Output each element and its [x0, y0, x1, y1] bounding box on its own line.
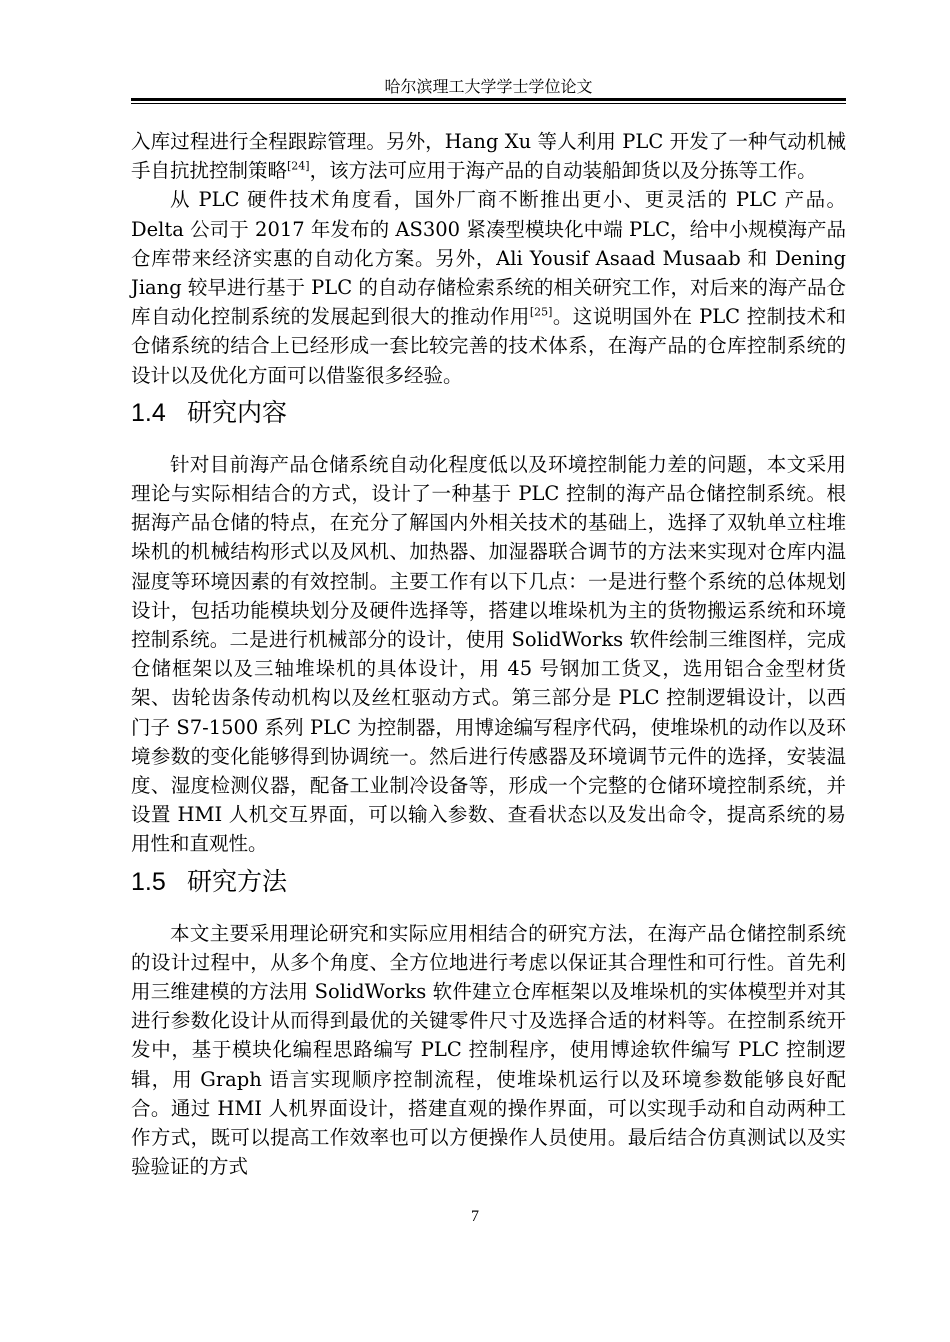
section-number: 1.5: [131, 867, 166, 896]
citation-ref: [25]: [529, 305, 553, 319]
section-heading-1-5: [131, 865, 846, 899]
header-rule-thin: [131, 103, 846, 104]
section-heading-1-4: [131, 396, 846, 430]
paragraph-text: 从 PLC 硬件技术角度看，国外厂商不断推出更小、更灵活的 PLC 产品。Delta 公司于 2017 年发布的 AS300 紧凑型模块化中端 PLC，给中小规模海产品仓库带来经济实惠的自动化方案。另外，Ali Yousif Asaad Musaab 和 Dening Jiang 较早进行基于 PLC 的自动存储检索系统的相关研究工作，对后来的海产品仓库自动化控制系统的发展起到很大的推动作用: [131, 188, 846, 329]
citation-ref: [24]: [287, 159, 310, 173]
paragraph-text: 入库过程进行全程跟踪管理。另外，Hang Xu 等人利用 PLC 开发了一种气动机械手自抗扰控制策略: [131, 130, 846, 183]
page-body: [131, 127, 846, 1182]
paragraph-text: ，该方法可应用于海产品的自动装船卸货以及分拣等工作。: [309, 159, 817, 183]
paragraph-text: 。这说明国外在 PLC 控制技术和仓储系统的结合上已经形成一套比较完善的技术体系，在海产品的仓库控制系统的设计以及优化方面可以借鉴很多经验。: [131, 305, 846, 387]
running-header: 哈尔滨理工大学学士学位论文: [384, 77, 593, 96]
paragraph-research-method: 本文主要采用理论研究和实际应用相结合的研究方法，在海产品仓储控制系统的设计过程中，从多个角度、全方位地进行考虑以保证其合理性和可行性。首先利用三维建模的方法用 SolidWorks 软件建立仓库框架以及堆垛机的实体模型并对其进行参数化设计从而得到最优的关键零件尺寸及选择合适的材料等。在控制系统开发中，基于模块化编程思路编写 PLC 控制程序，使用博途软件编写 PLC 控制逻辑，用 Graph 语言实现顺序控制流程，使堆垛机运行以及环境参数能够良好配合。通过 HMI 人机界面设计，搭建直观的操作界面，可以实现手动和自动两种工作方式，既可以提高工作效率也可以方便操作人员使用。最后结合仿真测试以及实验验证的方式: [131, 921, 846, 1179]
section-number: 1.4: [131, 398, 166, 427]
section-title: 研究方法: [187, 866, 288, 896]
paragraph-plc-hardware: [131, 185, 846, 389]
paragraph-continuation: [131, 127, 846, 185]
paragraph-research-content: 针对目前海产品仓储系统自动化程度低以及环境控制能力差的问题，本文采用理论与实际相结合的方式，设计了一种基于 PLC 控制的海产品仓储控制系统。根据海产品仓储的特点，在充分了解国内外相关技术的基础上，选择了双轨单立柱堆垛机的机械结构形式以及风机、加热器、加湿器联合调节的方法来实现对仓库内温湿度等环境因素的有效控制。主要工作有以下几点：一是进行整个系统的总体规划设计，包括功能模块划分及硬件选择等，搭建以堆垛机为主的货物搬运系统和环境控制系统。二是进行机械部分的设计，使用 SolidWorks 软件绘制三维图样，完成仓储框架以及三轴堆垛机的具体设计，用 45 号钢加工货叉，选用铝合金型材货架、齿轮齿条传动机构以及丝杠驱动方式。第三部分是 PLC 控制逻辑设计，以西门子 S7-1500 系列 PLC 为控制器，用博途编写程序代码，使堆垛机的动作以及环境参数的变化能够得到协调统一。然后进行传感器及环境调节元件的选择，安装温度、湿度检测仪器，配备工业制冷设备等，形成一个完整的仓储环境控制系统，并设置 HMI 人机交互界面，可以输入参数、查看状态以及发出命令，提高系统的易用性和直观性。: [131, 452, 846, 856]
page-number: 7: [471, 1208, 479, 1225]
header-rule-thick: [131, 98, 846, 101]
section-title: 研究内容: [187, 397, 288, 427]
